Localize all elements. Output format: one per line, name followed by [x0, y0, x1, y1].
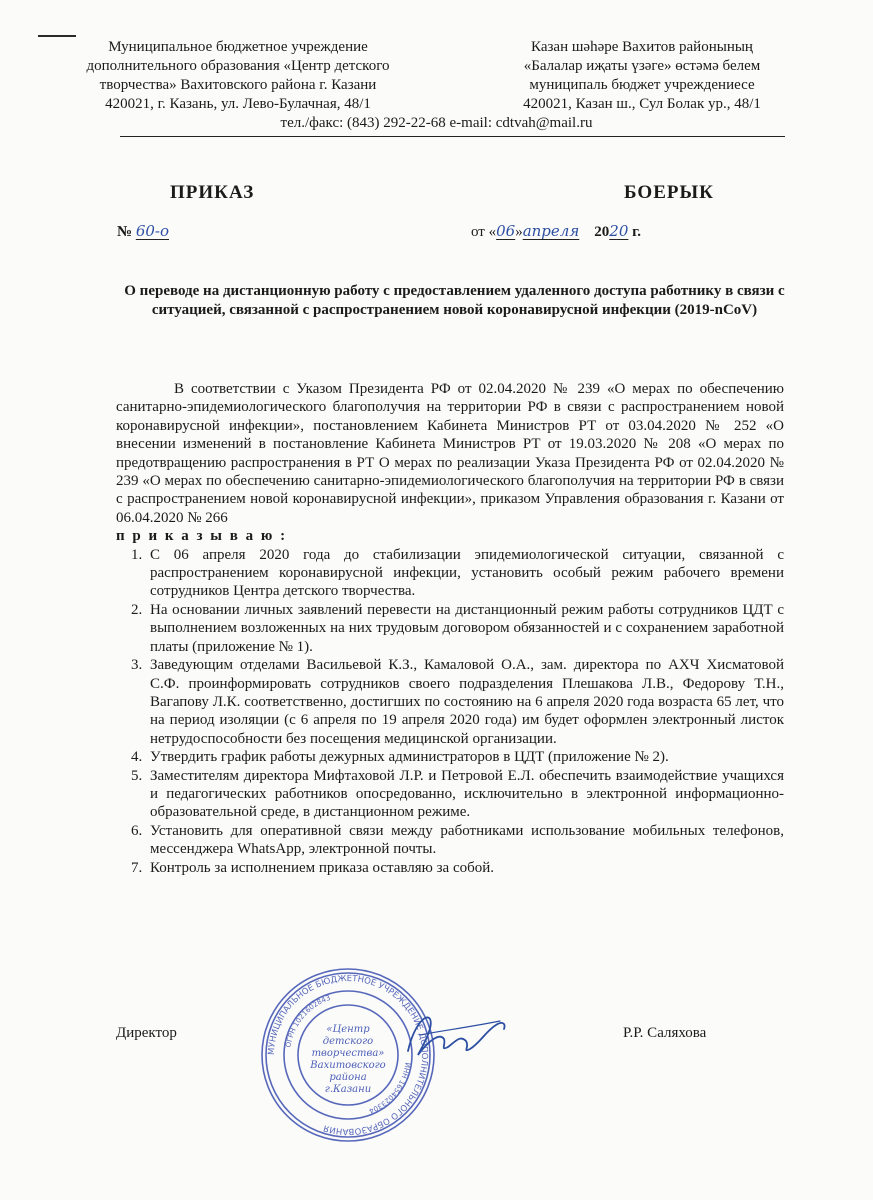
order-item: 1. С 06 апреля 2020 года до стабилизации эпидемиологической ситуации, связанной с распространением коронавирусной инфекции, установить особый режим рабочего времени сотрудников Центра детского творчества.	[146, 546, 784, 601]
header-left-line: творчества» Вахитовского района г. Казани	[99, 77, 377, 93]
seal-inn: ИНН 1654023304	[367, 1061, 412, 1115]
order-item: 4. Утвердить график работы дежурных администраторов в ЦДТ (приложение № 2).	[146, 748, 784, 766]
seal-center-line: детского	[322, 1036, 374, 1047]
seal-center-line: г.Казани	[324, 1084, 372, 1095]
order-date-line	[471, 222, 641, 241]
handwritten-signature	[400, 1005, 510, 1065]
order-item: 6. Установить для оперативной связи между работниками использование мобильных телефонов, мессенджера WhatsApp, электронной почты.	[146, 822, 784, 859]
preamble: В соответствии с Указом Президента РФ от 02.04.2020 № 239 «О мерах по обеспечению санитарно-эпидемиологического благополучия на территории РФ в связи с распространением новой коронавирусной инфекции», постановлением Кабинета Министров РТ от 03.04.2020 № 252 «О внесении изменений в постановление Кабинета Министров РТ от 19.03.2020 № 208 «О мерах по предотвращению распространения в РТ О мерах по реализации Указа Президента РФ от 02.04.2020 № 239 «О мерах по обеспечению санитарно-эпидемиологического благополучия на территории РФ в связи с распространением новой коронавирусной инфекции», приказом Управления образования г. Казани от 06.04.2020 № 266	[116, 381, 784, 526]
header-russian	[58, 38, 418, 114]
seal-center-line: «Центр	[326, 1024, 370, 1035]
order-number-line	[117, 222, 169, 241]
order-number: 60-о	[135, 222, 170, 240]
header-right-line: муниципаль бюджет учреждениесе	[529, 77, 755, 93]
order-body	[116, 380, 784, 877]
date-month: апреля	[522, 222, 580, 240]
seal-center-line: творчества»	[311, 1048, 385, 1059]
order-number-label: №	[117, 224, 133, 240]
date-quote-close: »	[515, 224, 523, 240]
header-right-line: Казан шәһәре Вахитов районының	[531, 39, 753, 55]
date-year-prefix: 20	[594, 224, 610, 240]
header-contacts: тел./факс: (843) 292-22-68 e-mail: cdtvah@mail.ru	[280, 115, 593, 131]
header-left-line: Муниципальное бюджетное учреждение	[108, 39, 368, 55]
seal-center-line: Вахитовского	[310, 1060, 386, 1071]
header-left-line: 420021, г. Казань, ул. Лево-Булачная, 48/1	[105, 96, 371, 112]
date-day: 06	[496, 222, 516, 240]
order-items	[116, 546, 784, 877]
header-tatar	[492, 38, 792, 114]
order-item: 5. Заместителям директора Мифтаховой Л.Р. и Петровой Е.Л. обеспечить взаимодействие учащихся и педагогических работников опосредованно, исключительно в электронной информационно-образовательной среде, в дистанционном режиме.	[146, 767, 784, 822]
signatory-position: Директор	[116, 1025, 177, 1041]
doc-title-russian: ПРИКАЗ	[170, 182, 255, 203]
date-year-suffix: 20	[609, 222, 629, 240]
order-subject: О переводе на дистанционную работу с предоставлением удаленного доступа работнику в связи с ситуацией, связанной с распространением новой коронавирусной инфекции (2019-nCoV)	[124, 283, 785, 318]
order-item: 7. Контроль за исполнением приказа оставляю за собой.	[146, 859, 784, 877]
header-divider	[120, 136, 785, 137]
seal-ogrn: ОГРН 1021602843	[284, 993, 332, 1049]
date-prefix: от «	[471, 224, 497, 240]
seal-center-line: района	[329, 1072, 367, 1083]
order-word: п р и к а з ы в а ю :	[116, 528, 288, 545]
header-right-line: «Балалар иҗаты үзәге» өстәмә белем	[523, 58, 761, 74]
header-left-line: дополнительного образования «Центр детского	[86, 58, 390, 74]
signatory-name: Р.Р. Саляхова	[623, 1025, 707, 1041]
scan-mark	[38, 35, 76, 37]
order-item: 3. Заведующим отделами Васильевой К.З., Камаловой О.А., зам. директора по АХЧ Хисматовой С.Ф. проинформировать сотрудников своего подразделения Плешакова Л.В., Федорову Т.Н., Вагапову Л.К. соответственно, достигших по состоянию на 6 апреля 2020 года возраста 65 лет, что на период изоляции (с 6 апреля по 19 апреля 2020 года) им будет оформлен электронный листок нетрудоспособности без посещения медицинской организации.	[146, 656, 784, 748]
order-item: 2. На основании личных заявлений перевести на дистанционный режим работы сотрудников ЦДТ с выполнением возложенных на них трудовым договором обязанностей и с сохранением заработной платы (приложение № 1).	[146, 601, 784, 656]
header-right-line: 420021, Казан ш., Сул Болак ур., 48/1	[523, 96, 761, 112]
doc-title-tatar: БОЕРЫК	[624, 182, 714, 203]
seal-ring-text: МУНИЦИПАЛЬНОЕ БЮДЖЕТНОЕ УЧРЕЖДЕНИЕ ДОПОЛНИТЕЛЬНОГО ОБРАЗОВАНИЯ	[266, 973, 430, 1137]
date-year-unit: г.	[632, 224, 641, 240]
